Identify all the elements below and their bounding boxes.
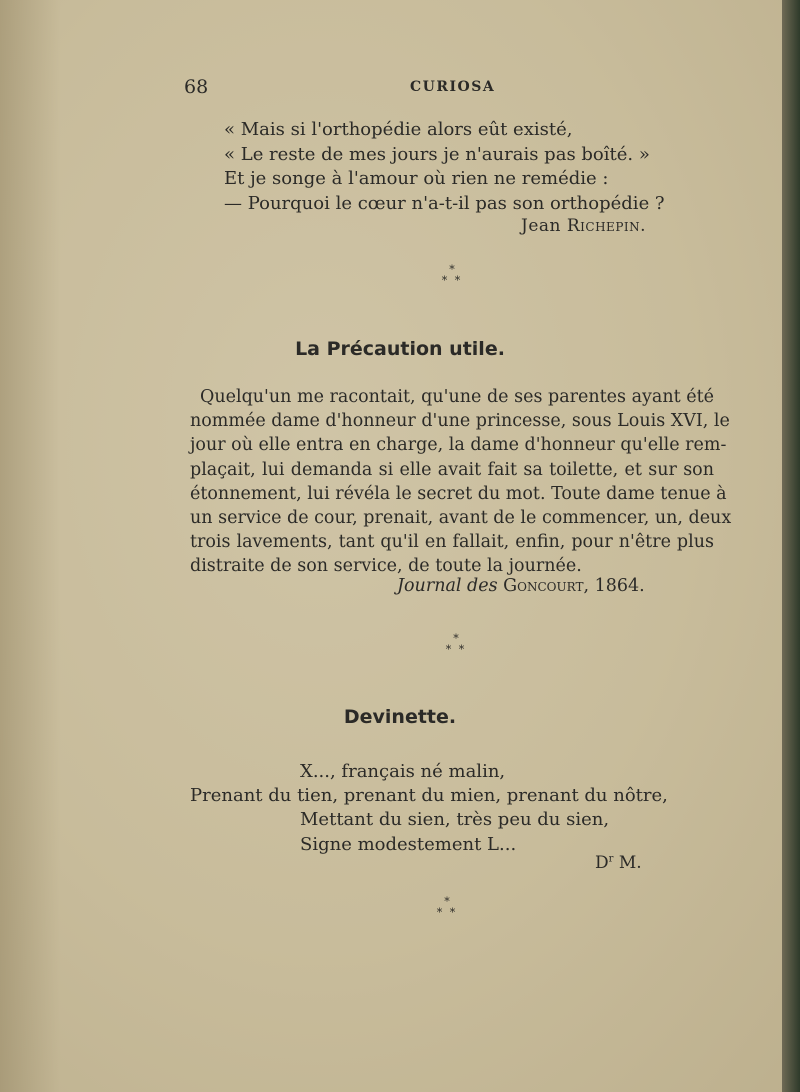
page-shadow-left [0, 0, 60, 1092]
page-number: 68 [184, 76, 209, 98]
asterism-separator [432, 896, 462, 918]
riddle-line: X..., français né malin, [300, 761, 506, 782]
signature-last-name: Richepin. [566, 216, 647, 236]
section-title-precaution: La Précaution utile. [295, 338, 505, 360]
paragraph-line: nommée dame d'honneur d'une princesse, sous Louis XVI, le [190, 411, 730, 432]
poem-richepin [224, 118, 665, 216]
riddle-line: Prenant du tien, prenant du mien, prenant du nôtre, [190, 785, 668, 807]
signature-sup: r [608, 853, 614, 865]
paragraph-line: distraite de son service, de toute la journée. [190, 556, 582, 577]
paragraph-line: plaçait, lui demanda si elle avait fait sa toilette, et sur son [190, 459, 714, 480]
poem-line: « Le reste de mes jours je n'aurais pas boîté. » [224, 143, 650, 165]
poem-line: Et je songe à l'amour où rien ne remédie : [224, 168, 609, 189]
section-title-devinette: Devinette. [343, 706, 457, 728]
signature-rest: M. [613, 853, 642, 873]
signature-first-name: Jean [521, 216, 567, 236]
paragraph-line: trois lavements, tant qu'il en fallait, enfin, pour n'être plus [190, 532, 714, 553]
poem-line: « Mais si l'orthopédie alors eût existé, [224, 119, 573, 140]
signature-prefix: D [595, 853, 609, 873]
poem-line: — Pourquoi le cœur n'a-t-il pas son orthopédie ? [224, 192, 665, 214]
riddle-signature [595, 853, 642, 873]
asterism-bottom: * * [441, 274, 463, 287]
asterism-bottom: * * [436, 906, 458, 919]
paragraph-line: étonnement, lui révéla le secret du mot. Toute dame tenue à [190, 483, 727, 504]
credit-year: , 1864. [583, 576, 645, 596]
source-credit [397, 576, 645, 596]
page-header [0, 76, 800, 100]
asterism-top: * [444, 895, 450, 908]
asterism-separator [437, 264, 467, 286]
asterism-separator [441, 633, 471, 655]
poem-signature [521, 216, 646, 236]
riddle-line: Mettant du sien, très peu du sien, [300, 809, 610, 831]
paragraph-line: jour où elle entra en charge, la dame d'honneur qu'elle rem- [190, 435, 727, 456]
paragraph-line: Quelqu'un me racontait, qu'une de ses parentes ayant été [200, 387, 714, 407]
credit-author: Goncourt [503, 576, 584, 596]
page-binding-edge [782, 0, 800, 1092]
asterism-top: * [449, 263, 455, 276]
running-head: CURIOSA [410, 79, 496, 95]
paragraph-line: un service de cour, prenait, avant de le commencer, un, deux [190, 508, 732, 529]
asterism-bottom: * * [445, 643, 467, 656]
anecdote-paragraph [190, 385, 732, 579]
asterism-top: * [453, 632, 459, 645]
riddle-line: Signe modestement L... [300, 833, 517, 855]
riddle-poem [190, 760, 668, 857]
credit-journal: Journal des [397, 576, 498, 596]
